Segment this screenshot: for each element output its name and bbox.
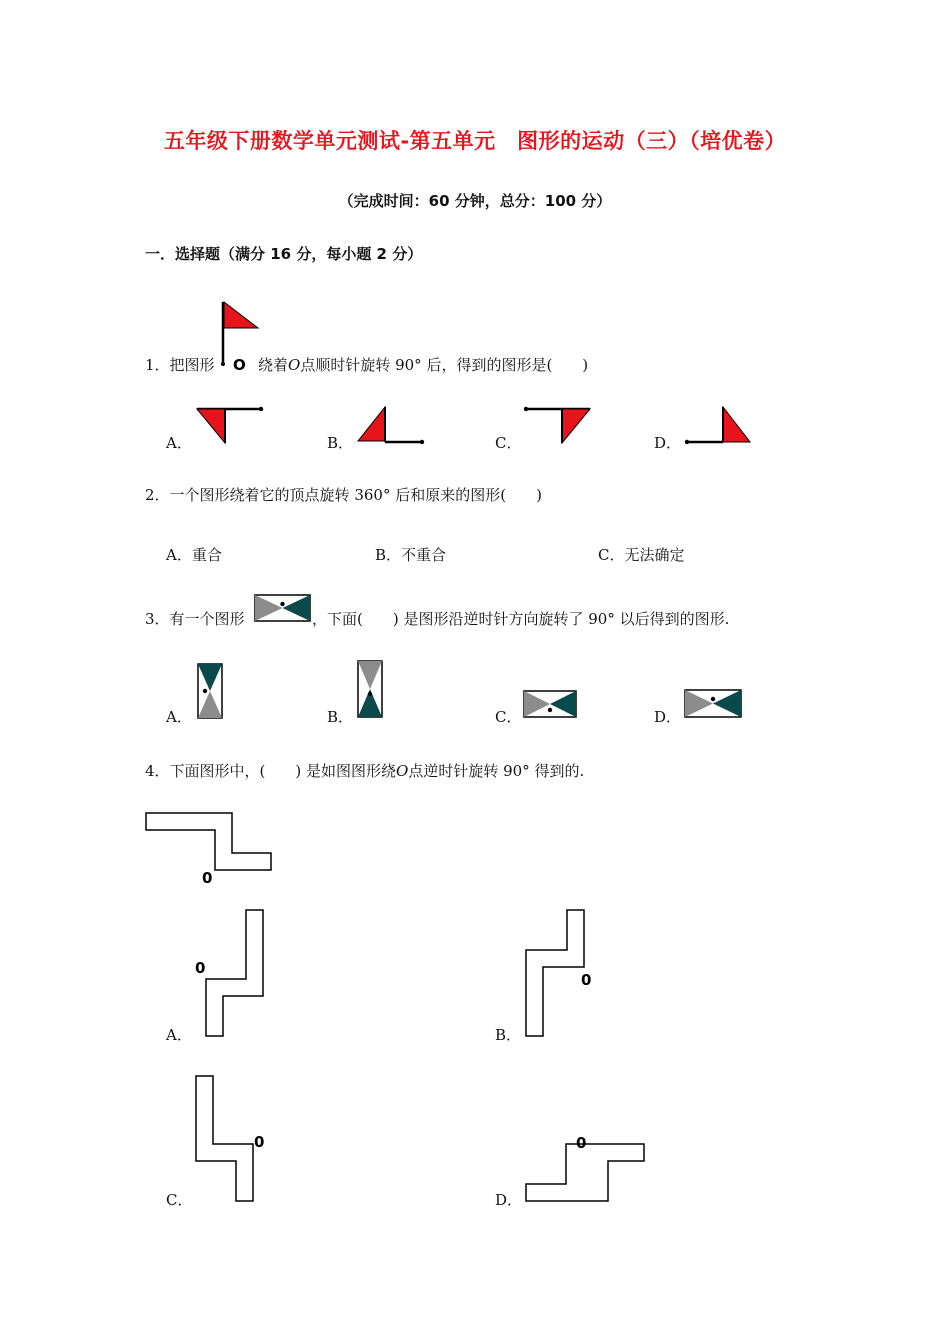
q4-original-figure bbox=[140, 808, 280, 888]
q1-prefix: 1．把图形 bbox=[145, 356, 215, 374]
q1-option-a-figure[interactable] bbox=[195, 402, 267, 447]
q3-option-a-figure[interactable] bbox=[197, 663, 225, 721]
q1-option-b-figure[interactable] bbox=[355, 405, 430, 450]
q1-option-d-label[interactable]: D． bbox=[654, 434, 682, 452]
q3-hourglass-figure bbox=[254, 594, 312, 624]
q4-option-a-label[interactable]: A． bbox=[166, 1026, 192, 1044]
q4-option-b-figure[interactable] bbox=[520, 905, 600, 1040]
q4-option-a-o-label: 0 bbox=[195, 959, 206, 977]
q1-fig-o-label: O bbox=[233, 356, 246, 374]
q4-option-b-o-label: 0 bbox=[581, 971, 592, 989]
q3-option-b-label[interactable]: B． bbox=[327, 708, 354, 726]
q2-text: 2．一个图形绕着它的顶点旋转 360° 后和原来的图形( ) bbox=[145, 486, 542, 504]
q1-option-d-figure[interactable] bbox=[683, 404, 758, 449]
q1-option-a-label[interactable]: A． bbox=[166, 434, 192, 452]
q1-option-b-label[interactable]: B． bbox=[327, 434, 354, 452]
q2-option-a[interactable]: A．重合 bbox=[166, 546, 222, 564]
q3-option-a-label[interactable]: A． bbox=[166, 708, 192, 726]
q1-middle: 绕着 bbox=[258, 356, 289, 374]
q4-option-c-o-label: 0 bbox=[254, 1133, 265, 1151]
q4-option-a-figure[interactable] bbox=[190, 905, 270, 1040]
q4-option-b-label[interactable]: B． bbox=[495, 1026, 522, 1044]
q4-o: O bbox=[396, 762, 409, 780]
page-title: 五年级下册数学单元测试-第五单元 图形的运动（三）（培优卷） bbox=[163, 129, 787, 153]
q1-option-c-figure[interactable] bbox=[520, 402, 595, 447]
section-heading: 一．选择题（满分 16 分，每小题 2 分） bbox=[145, 245, 423, 263]
q3-option-c-label[interactable]: C． bbox=[495, 708, 522, 726]
q4-prefix: 4．下面图形中，( ) 是如图图形绕 bbox=[145, 762, 397, 780]
q2-option-b[interactable]: B．不重合 bbox=[375, 546, 447, 564]
q2-option-c[interactable]: C．无法确定 bbox=[598, 546, 685, 564]
q3-option-c-figure[interactable] bbox=[523, 690, 579, 720]
q4-option-c-figure[interactable] bbox=[190, 1070, 275, 1205]
q4-original-o-label: 0 bbox=[202, 869, 213, 887]
q4-suffix: 点逆时针旋转 90° 得到的. bbox=[408, 762, 585, 780]
q3-option-b-figure[interactable] bbox=[357, 660, 385, 720]
q3-prefix: 3．有一个图形 bbox=[145, 610, 245, 628]
page-subtitle: （完成时间：60 分钟，总分：100 分） bbox=[338, 192, 612, 210]
q1-option-c-label[interactable]: C． bbox=[495, 434, 522, 452]
q1-o: O bbox=[288, 356, 301, 374]
q3-option-d-figure[interactable] bbox=[684, 689, 744, 719]
q3-suffix: ，下面( ) 是图形沿逆时针方向旋转了 90° 以后得到的图形. bbox=[312, 610, 730, 628]
q1-suffix: 点顺时针旋转 90° 后，得到的图形是( ) bbox=[300, 356, 589, 374]
q4-option-d-figure[interactable] bbox=[520, 1130, 650, 1205]
q4-option-d-o-label: 0 bbox=[576, 1134, 587, 1152]
q3-option-d-label[interactable]: D． bbox=[654, 708, 682, 726]
q4-option-c-label[interactable]: C． bbox=[166, 1191, 193, 1209]
q4-option-d-label[interactable]: D． bbox=[495, 1191, 523, 1209]
